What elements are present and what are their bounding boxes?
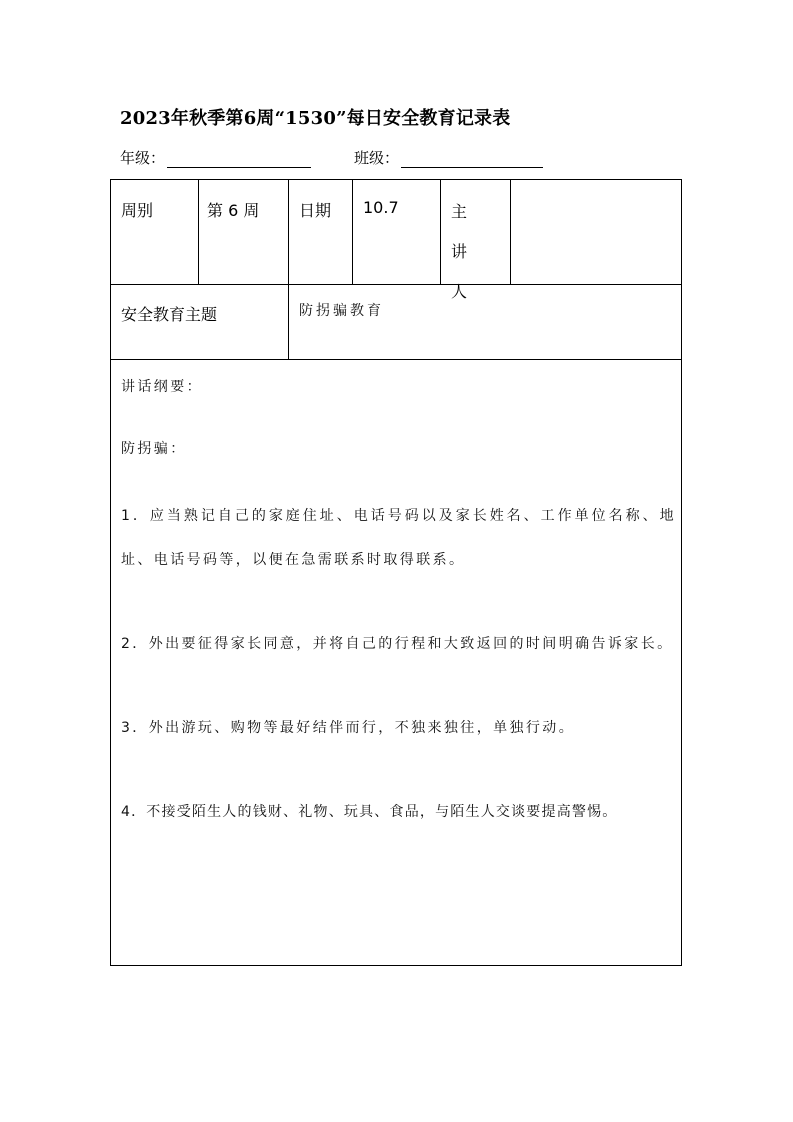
date-value: 10.7 bbox=[363, 198, 399, 217]
speaker-label bbox=[451, 192, 503, 312]
column-divider bbox=[288, 180, 289, 359]
theme-label: 安全教育主题 bbox=[121, 305, 218, 324]
list-item: 2．外出要征得家长同意，并将自己的行程和大致返回的时间明确告诉家长。 bbox=[121, 636, 674, 652]
column-divider bbox=[510, 180, 511, 284]
row-divider bbox=[111, 359, 681, 360]
document-title: 2023年秋季第6周“1530”每日安全教育记录表 bbox=[120, 108, 511, 129]
outline-label: 讲话纲要： bbox=[121, 379, 203, 395]
column-divider bbox=[198, 180, 199, 284]
speaker-label-line1: 主讲 bbox=[451, 202, 484, 261]
class-field bbox=[354, 147, 543, 168]
list-item: 4．不接受陌生人的钱财、礼物、玩具、食品，与陌生人交谈要提高警惕。 bbox=[121, 804, 618, 820]
section-subheading: 防拐骗： bbox=[121, 441, 187, 457]
speaker-label-line2: 人 bbox=[451, 282, 468, 301]
speech-outline bbox=[121, 376, 676, 834]
row-divider bbox=[111, 284, 681, 285]
record-table bbox=[110, 179, 682, 966]
date-label: 日期 bbox=[299, 201, 332, 220]
class-blank[interactable] bbox=[401, 148, 543, 168]
column-divider bbox=[440, 180, 441, 284]
grade-blank[interactable] bbox=[167, 148, 311, 168]
list-item: 3．外出游玩、购物等最好结伴而行，不独来独往，单独行动。 bbox=[121, 720, 576, 736]
column-divider bbox=[352, 180, 353, 284]
grade-label: 年级： bbox=[120, 149, 166, 167]
list-item: 1．应当熟记自己的家庭住址、电话号码以及家长姓名、工作单位名称、地址、电话号码等，以便在急需联系时取得联系。 bbox=[121, 508, 676, 568]
week-value: 第 6 周 bbox=[207, 201, 260, 220]
theme-value: 防拐骗教育 bbox=[299, 303, 384, 319]
week-label: 周别 bbox=[121, 201, 154, 220]
class-label: 班级： bbox=[354, 149, 400, 167]
grade-field bbox=[120, 147, 311, 168]
